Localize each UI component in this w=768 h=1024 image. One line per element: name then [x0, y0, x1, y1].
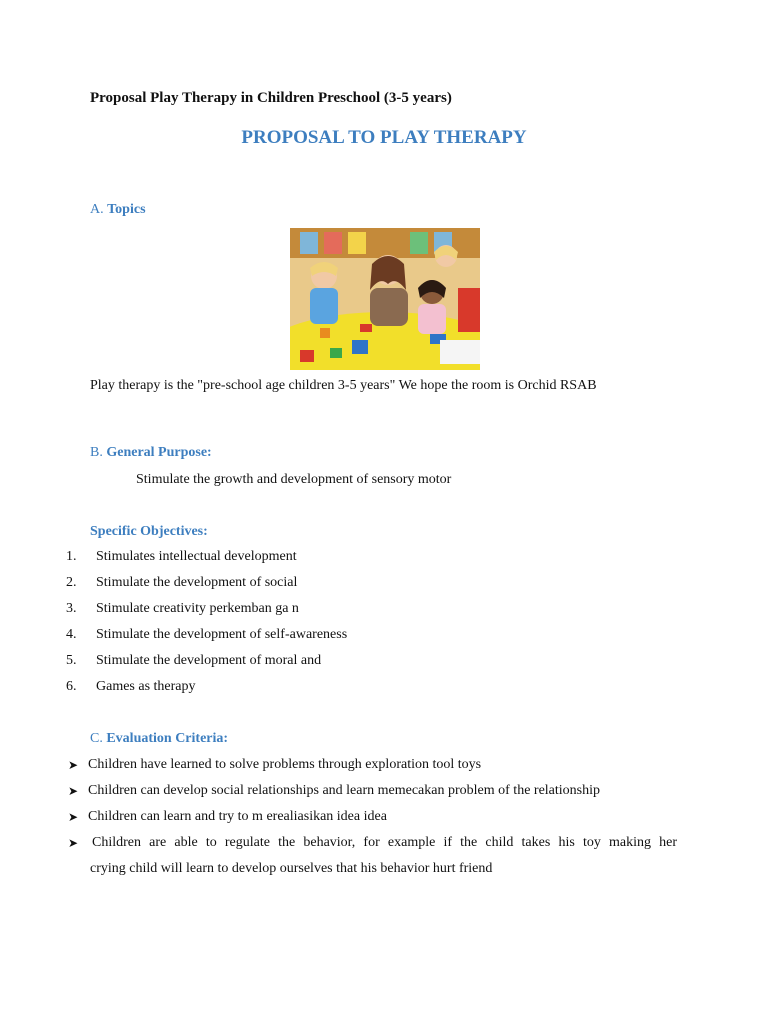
section-a-letter: A.	[90, 202, 104, 217]
list-number: 5.	[66, 653, 77, 668]
section-a-heading	[90, 202, 146, 218]
section-c-title: Evaluation Criteria:	[106, 731, 229, 746]
list-number: 1.	[66, 549, 77, 564]
list-number: 2.	[66, 575, 77, 590]
specific-objectives-heading	[90, 524, 208, 540]
list-item-text: Stimulate the development of moral and	[96, 653, 322, 668]
children-playing-photo	[290, 228, 480, 370]
list-item-text: Stimulate the development of social	[96, 575, 298, 590]
main-heading: PROPOSAL TO PLAY THERAPY	[241, 127, 527, 148]
list-item-text: Children have learned to solve problems through exploration tool toys	[88, 757, 482, 772]
document-title: Proposal Play Therapy in Children Preschool (3-5 years)	[90, 90, 452, 106]
section-b-title: General Purpose:	[106, 445, 212, 460]
section-b-heading	[90, 445, 212, 461]
list-number: 6.	[66, 679, 77, 694]
list-item-text: Children can develop social relationships and learn memecakan problem of the relationship	[88, 783, 600, 798]
topics-text: Play therapy is the "pre-school age children 3-5 years" We hope the room is Orchid RSAB	[90, 378, 597, 393]
general-purpose-text: Stimulate the growth and development of sensory motor	[136, 472, 452, 487]
list-item-text: Games as therapy	[96, 679, 196, 694]
section-b-letter: B.	[90, 445, 103, 460]
list-item-text: Stimulate creativity perkemban ga n	[96, 601, 299, 616]
arrowhead-bullet-icon: ➤	[68, 758, 79, 772]
list-item-text: Stimulates intellectual development	[96, 549, 297, 564]
list-number: 4.	[66, 627, 77, 642]
section-a-title: Topics	[107, 202, 146, 217]
list-item-text: Children are able to regulate the behavior, for example if the child takes his toy making her	[92, 835, 677, 850]
section-c-letter: C.	[90, 731, 103, 746]
list-item-continuation: crying child will learn to develop ourselves that his behavior hurt friend	[90, 861, 493, 876]
arrowhead-bullet-icon: ➤	[68, 784, 79, 798]
section-c-heading	[90, 731, 228, 747]
list-item-text: Children can learn and try to m erealiasikan idea idea	[88, 809, 387, 824]
list-item-text: Stimulate the development of self-awareness	[96, 627, 348, 642]
arrowhead-bullet-icon: ➤	[68, 810, 79, 824]
specific-objectives-title: Specific Objectives:	[90, 524, 208, 539]
arrowhead-bullet-icon: ➤	[68, 836, 79, 850]
list-number: 3.	[66, 601, 77, 616]
